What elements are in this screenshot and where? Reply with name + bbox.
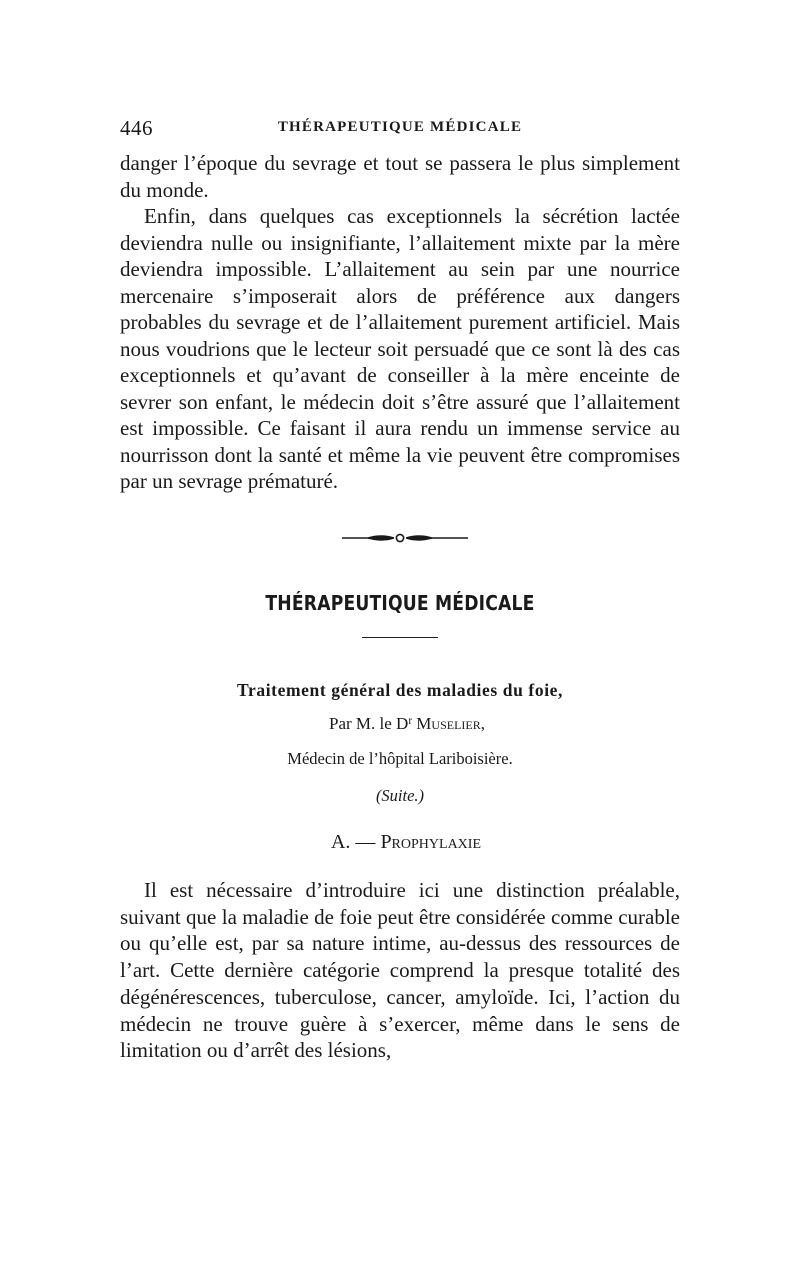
author-name: Muselier,	[416, 714, 485, 733]
continuation-paragraph: danger l’époque du sevrage et tout se passera le plus simplement du monde.	[120, 151, 680, 202]
byline-prefix: Par M. le D	[329, 714, 409, 733]
enfin-paragraph: Enfin, dans quelques cas exceptionnels la sécrétion lactée deviendra nulle ou insignifiante, l’allaitement mixte par la mère deviendra impossible. L’allaitement au sein par une nourrice mercenaire s’imposerait alors de préférence aux dangers probables du sevrage et de l’allaitement purement artificiel. Mais nous voudrions que le lecteur soit persuadé que ce sont là des cas exceptionnels et qu’avant de conseiller à la mère enceinte de sevrer son enfant, le médecin doit s’être assuré que l’allaitement est impossible. Ce faisant il aura rendu un immense service au nourrisson dont la santé et même la vie peuvent être compromises par un sevrage prématuré.	[120, 204, 680, 493]
section-title: THÉRAPEUTIQUE MÉDICALE	[265, 591, 535, 615]
byline-superscript: r	[408, 715, 413, 728]
suite-note: (Suite.)	[375, 786, 425, 805]
section-ornament-divider	[340, 530, 470, 546]
byline	[0, 714, 800, 734]
running-title: THÉRAPEUTIQUE MÉDICALE	[277, 119, 523, 135]
title-rule	[362, 637, 438, 638]
running-head	[120, 116, 680, 140]
author-affiliation: Médecin de l’hôpital Lariboisière.	[287, 749, 513, 768]
subsection-letter: A. —	[330, 831, 376, 853]
prophylaxie-paragraph: Il est nécessaire d’introduire ici une distinction préalable, suivant que la maladie de foie peut être considérée comme curable ou qu’elle est, par sa nature intime, au-dessus des ressources de l’art. Cette dernière catégorie comprend la presque totalité des dégénérescences, tuberculose, cancer, amyloïde. Ici, l’action du médecin ne trouve guère à s’exercer, même dans le sens de limitation ou d’arrêt des lésions,	[120, 878, 680, 1063]
subsection-title: Prophylaxie	[380, 831, 482, 853]
page-number: 446	[120, 116, 153, 140]
subsection-heading	[0, 831, 800, 854]
article-title: Traitement général des maladies du foie,	[237, 680, 563, 700]
